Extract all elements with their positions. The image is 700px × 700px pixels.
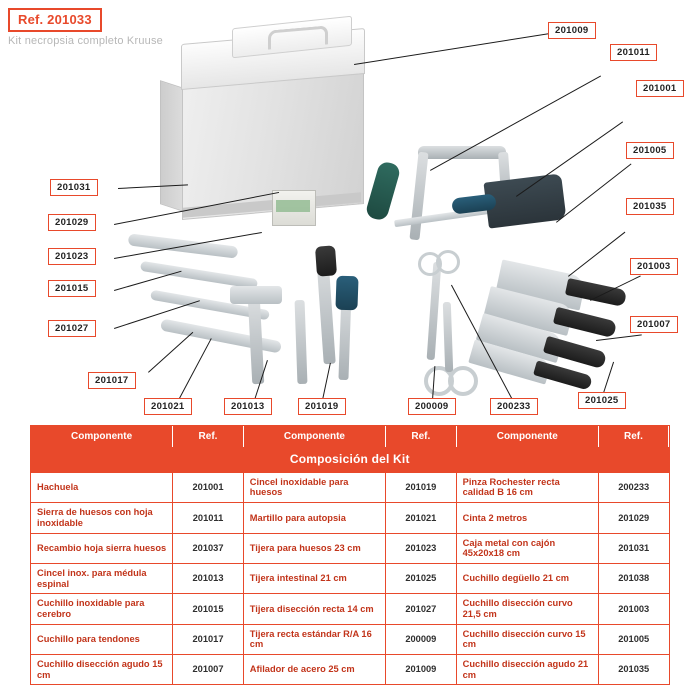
cell-component: Cinta 2 metros — [456, 503, 598, 533]
cell-component: Tijera recta estándar R/A 16 cm — [243, 624, 385, 654]
cell-component: Cuchillo para tendones — [31, 624, 173, 654]
cell-component: Cuchillo disección curvo 21,5 cm — [456, 594, 598, 624]
cell-component: Sierra de huesos con hoja inoxidable — [31, 503, 173, 533]
cell-component: Cuchillo disección agudo 15 cm — [31, 655, 173, 685]
autopsy-hammer-head — [230, 286, 282, 304]
cell-ref: 201007 — [173, 655, 244, 685]
cell-component: Tijera disección recta 14 cm — [243, 594, 385, 624]
callout-201025[interactable]: 201025 — [578, 392, 626, 409]
col-header-ref-2: Ref. — [386, 426, 457, 447]
table-row — [31, 655, 669, 685]
cell-ref: 201011 — [173, 503, 244, 533]
leader-line-201009 — [354, 33, 552, 65]
cell-ref: 201021 — [386, 503, 457, 533]
cell-ref: 201019 — [386, 473, 457, 503]
rochester-forceps-shaft — [427, 262, 442, 360]
cell-ref: 201035 — [618, 664, 650, 675]
callout-201023[interactable]: 201023 — [48, 248, 96, 265]
cell-component: Afilador de acero 25 cm — [243, 655, 385, 685]
callout-201029[interactable]: 201029 — [48, 214, 96, 231]
callout-201021[interactable]: 201021 — [144, 398, 192, 415]
cell-ref: 201005 — [598, 624, 668, 654]
product-ref-badge: Ref. 201033 — [8, 8, 102, 32]
callout-201031[interactable]: 201031 — [50, 179, 98, 196]
cell-ref: 201027 — [386, 594, 457, 624]
callout-201003[interactable]: 201003 — [630, 258, 678, 275]
callout-201005[interactable]: 201005 — [626, 142, 674, 159]
col-header-ref-3: Ref. — [598, 426, 668, 447]
col-header-componente-2: Componente — [243, 426, 385, 447]
bone-saw-handle — [364, 160, 401, 222]
table-row — [31, 503, 669, 533]
cell-component: Caja metal con cajón 45x20x18 cm — [456, 533, 598, 563]
cell-component: Recambio hoja sierra huesos — [31, 533, 173, 563]
leader-line-201019 — [322, 363, 331, 400]
cell-component: Cuchillo degüello 21 cm — [456, 563, 598, 593]
callout-201011[interactable]: 201011 — [610, 44, 657, 61]
spinal-chisel-blade — [140, 261, 258, 289]
cell-component: Cuchillo inoxidable para cerebro — [31, 594, 173, 624]
cell-ref: 201037 — [173, 533, 244, 563]
col-header-ref-1: Ref. — [173, 426, 244, 447]
kit-composition-table — [30, 425, 670, 685]
cleaver-blade — [483, 173, 566, 228]
cell-ref: 200233 — [598, 473, 668, 503]
saw-blade-pack-label — [276, 200, 310, 212]
cell-component: Cuchillo disección agudo 21 cm — [456, 655, 598, 685]
dissection-knife-4-handle — [533, 360, 593, 390]
callout-200233[interactable]: 200233 — [490, 398, 538, 415]
table-row — [31, 624, 669, 654]
cell-component: Martillo para autopsia — [243, 503, 385, 533]
cell-component: Cincel inox. para médula espinal — [31, 563, 173, 593]
cell-component: Hachuela — [31, 473, 173, 503]
callout-200009[interactable]: 200009 — [408, 398, 456, 415]
col-header-componente-1: Componente — [31, 426, 173, 447]
table-row — [31, 594, 669, 624]
intestinal-knife-handle — [335, 276, 358, 311]
callout-201017[interactable]: 201017 — [88, 372, 136, 389]
table-header-row — [31, 426, 669, 447]
bone-chisel-blade — [160, 318, 282, 353]
callout-201013[interactable]: 201013 — [224, 398, 272, 415]
callout-201007[interactable]: 201007 — [630, 316, 678, 333]
rochester-forceps-ring-right — [436, 250, 460, 274]
cell-ref: 201003 — [598, 594, 668, 624]
leader-line-201001 — [516, 121, 623, 196]
cell-ref: 201025 — [386, 563, 457, 593]
leader-line-201021 — [178, 338, 212, 400]
leader-line-201005 — [556, 164, 631, 223]
cell-ref: 201017 — [173, 624, 244, 654]
cell-ref: 200009 — [386, 624, 457, 654]
callout-201027[interactable]: 201027 — [48, 320, 96, 337]
callout-201009[interactable]: 201009 — [548, 22, 596, 39]
cell-ref: 201038 — [598, 563, 668, 593]
leader-line-201015 — [114, 271, 182, 291]
table-row — [31, 533, 669, 563]
cell-ref: 201001 — [173, 473, 244, 503]
cell-ref: 201013 — [173, 563, 244, 593]
callout-201015[interactable]: 201015 — [48, 280, 96, 297]
leader-line-201017 — [148, 332, 193, 373]
callout-201019[interactable]: 201019 — [298, 398, 346, 415]
cell-component: Pinza Rochester recta calidad B 16 cm — [456, 473, 598, 503]
table-row — [31, 563, 669, 593]
bone-chisel-shaft — [295, 300, 308, 384]
product-subtitle: Kit necropsia completo Kruuse — [8, 35, 163, 47]
bone-saw-left-arm — [409, 152, 428, 241]
sharpening-steel-handle — [315, 245, 337, 276]
cell-component: Cincel inoxidable para huesos — [243, 473, 385, 503]
callout-201035[interactable]: 201035 — [626, 198, 674, 215]
cell-ref: 201015 — [173, 594, 244, 624]
cell-component: Cuchillo disección curvo 15 cm — [456, 624, 598, 654]
table-row — [31, 473, 669, 503]
straight-scissors-blades — [443, 302, 453, 372]
cell-ref: 201031 — [598, 533, 668, 563]
cell-component: Tijera para huesos 23 cm — [243, 533, 385, 563]
leader-line-201035 — [568, 232, 625, 277]
leader-line-201011 — [430, 75, 601, 170]
cell-ref: 201009 — [386, 655, 457, 685]
col-header-componente-3: Componente — [456, 426, 598, 447]
cell-component: Tijera intestinal 21 cm — [243, 563, 385, 593]
cell-ref: 201029 — [598, 503, 668, 533]
cell-ref: 201023 — [386, 533, 457, 563]
callout-201001[interactable]: 201001 — [636, 80, 684, 97]
table-title: Composición del Kit — [31, 447, 669, 473]
